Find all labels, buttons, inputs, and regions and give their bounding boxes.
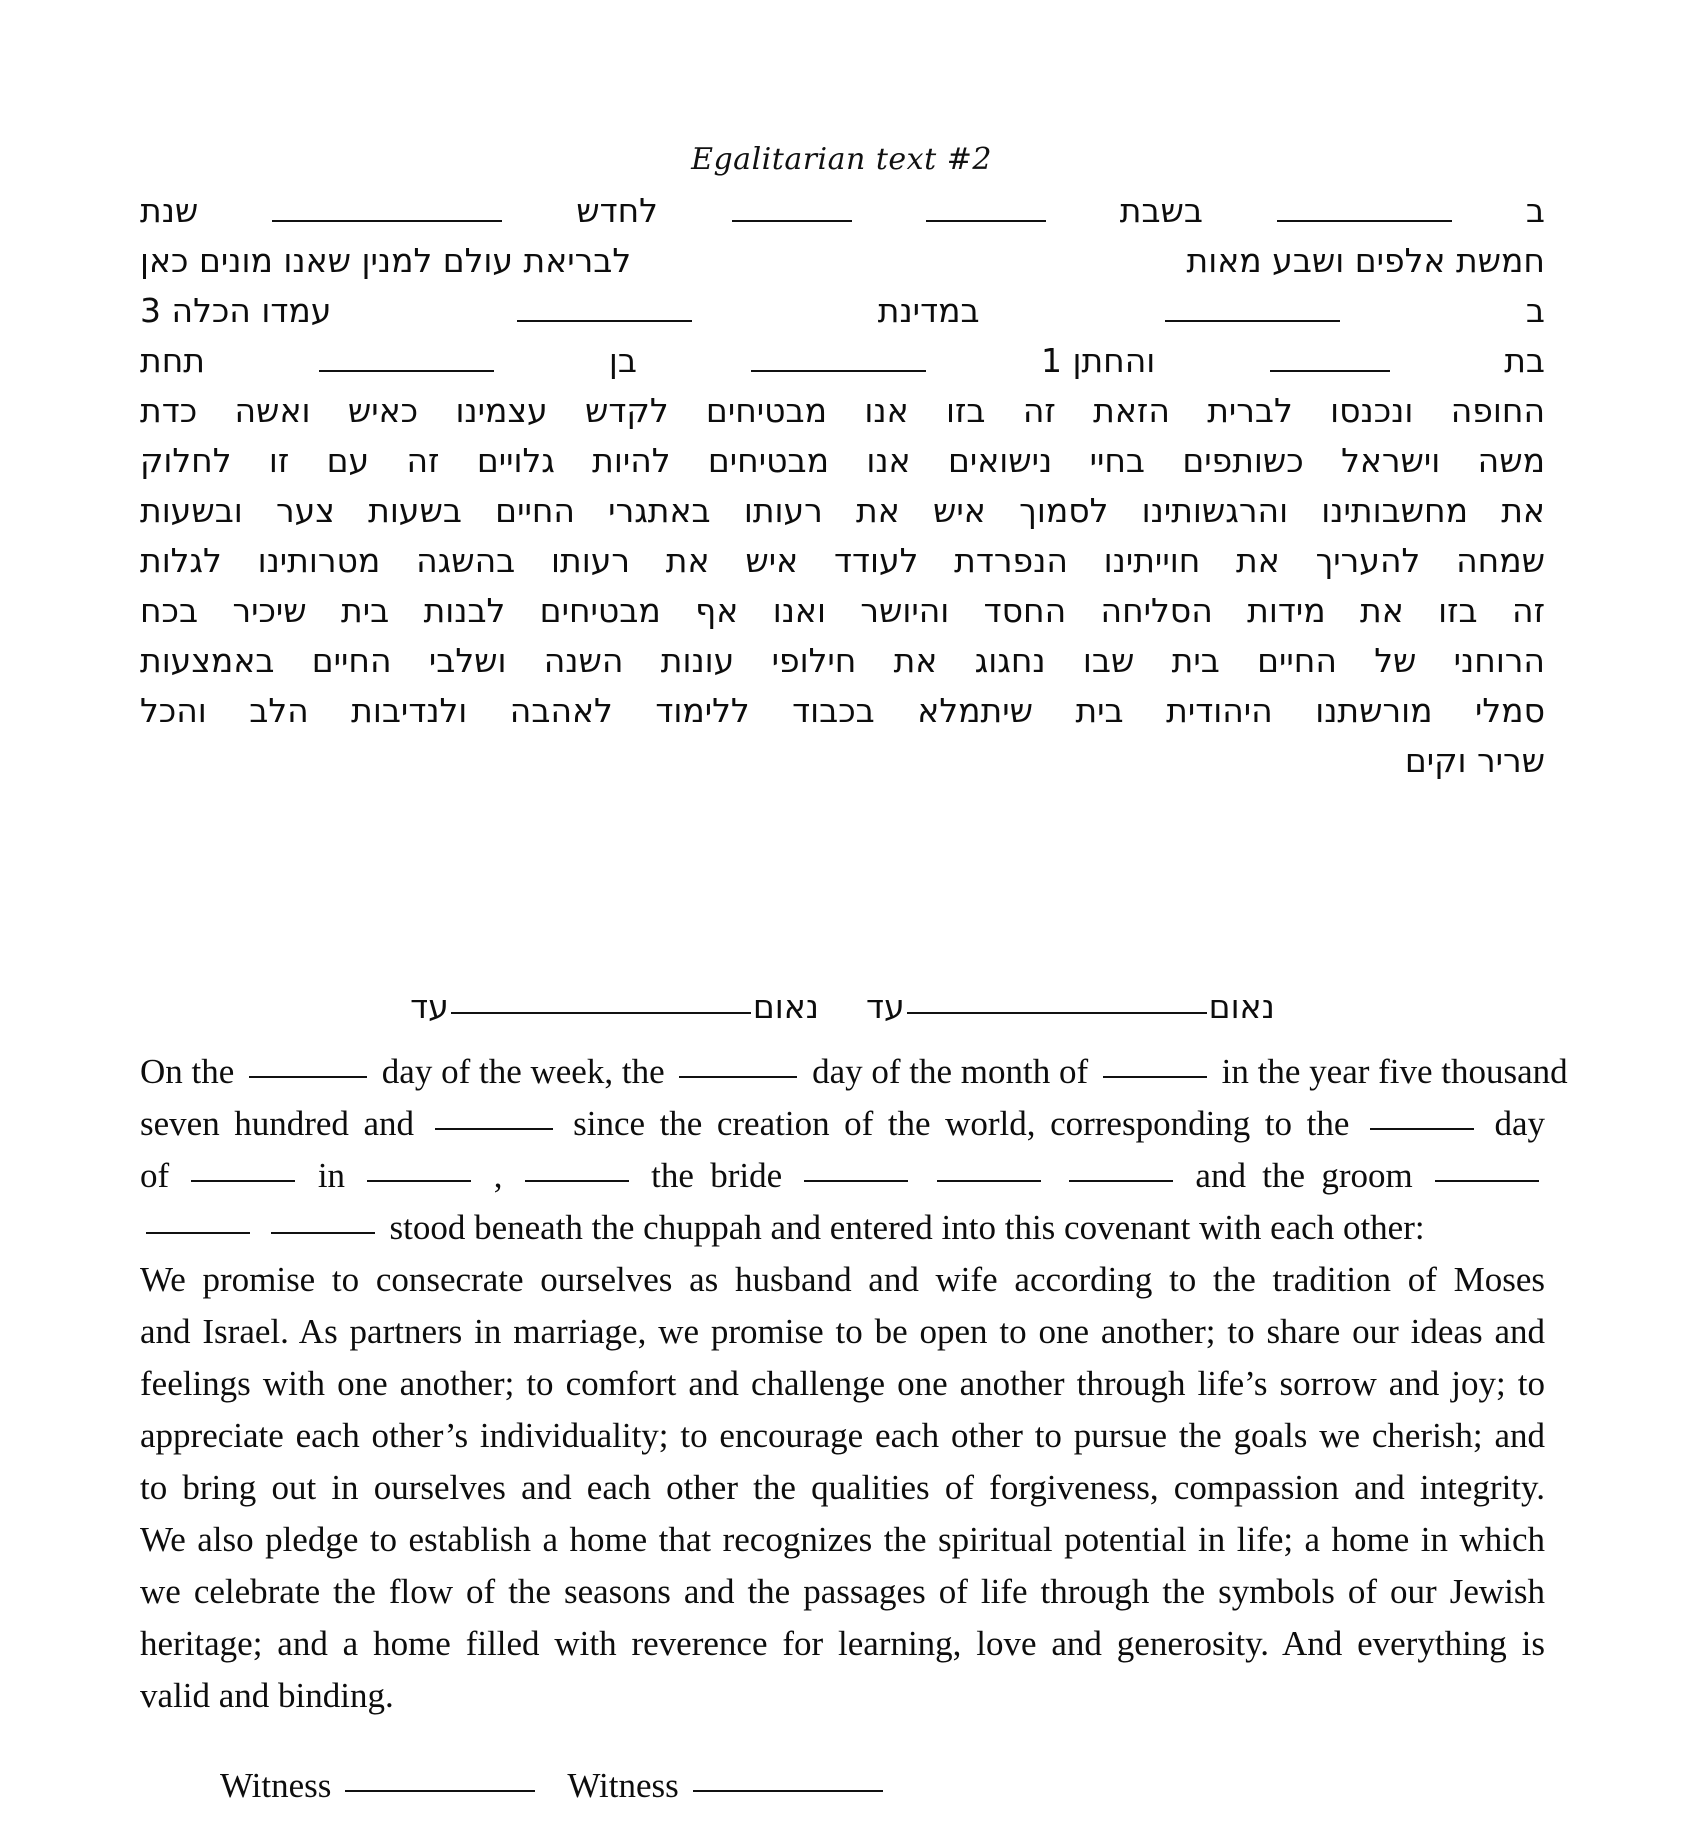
heb-line1-seg-shnat: שנת	[140, 191, 199, 230]
eng-blank-day-of-week[interactable]	[249, 1076, 367, 1078]
hebrew-body-line: שמחה להעריך את חוייתינו הנפרדת לעודד איש את רעותו בהשגה מטרותינו לגלות	[140, 541, 1545, 580]
eng-blank-state[interactable]	[525, 1180, 629, 1182]
heb-witness-2-naum: נאום	[752, 987, 819, 1026]
eng-text: On the	[140, 1052, 235, 1091]
witness-2-signature-blank[interactable]	[693, 1790, 883, 1792]
heb-witness-2-ed: עד	[410, 987, 449, 1026]
eng-text: the bride	[651, 1156, 783, 1195]
eng-text: and the groom	[1195, 1156, 1413, 1195]
scan-corner-artifact	[1635, 1810, 1675, 1822]
hebrew-body-line: משה וישראל כשותפים בחיי נישואים אנו מבטיחים להיות גלויים זה עם זו לחלוק	[140, 441, 1545, 480]
heb-line4-blank-3[interactable]	[319, 370, 494, 372]
heb-line4-seg-ben: בן	[608, 341, 637, 380]
english-body-line: and Israel. As partners in marriage, we promise to be open to one another; to share our ideas and	[140, 1312, 1545, 1351]
hebrew-header-line-1	[140, 186, 1545, 236]
heb-line3-seg-amdu-hakala: עמדו הכלה 3	[140, 291, 332, 330]
eng-text: ,	[493, 1156, 503, 1195]
eng-text: day of the week, the	[381, 1052, 665, 1091]
heb-line1-seg-b: ב	[1525, 191, 1545, 230]
heb-line4-seg-vehechatan: והחתן 1	[1040, 341, 1156, 380]
heb-line1-blank-3[interactable]	[732, 220, 852, 222]
english-body-line: we celebrate the flow of the seasons and the passages of life through the symbols of our Jewish	[140, 1572, 1545, 1611]
eng-text: day of the month of	[812, 1052, 1089, 1091]
eng-text: in	[317, 1156, 346, 1195]
english-fill-line-4	[140, 1202, 1545, 1254]
hebrew-section	[140, 186, 1545, 786]
english-witness-row	[140, 1762, 1545, 1810]
heb-line3-blank-1[interactable]	[1165, 320, 1340, 322]
hebrew-witness-line	[140, 985, 1545, 1029]
heb-line1-blank-4[interactable]	[272, 220, 502, 222]
english-fill-line-3	[140, 1150, 1545, 1202]
english-section	[140, 1046, 1568, 1722]
eng-blank-year[interactable]	[435, 1128, 553, 1130]
page-title: Egalitarian text #2	[691, 142, 992, 177]
heb-line3-seg-bimdinat: במדינת	[877, 291, 980, 330]
eng-text: in the year five thousand	[1221, 1052, 1568, 1091]
hebrew-body-line: את מחשבותינו והרגשותינו לסמוך איש את רעותו באתגרי החיים בשעות צער ובשעות	[140, 491, 1545, 530]
english-body-line: valid and binding.	[140, 1676, 394, 1715]
heb-witness-1-naum: נאום	[1208, 987, 1275, 1026]
english-fill-line-2	[140, 1098, 1545, 1150]
hebrew-body-paragraph	[140, 386, 1545, 786]
heb-line1-blank-1[interactable]	[1277, 220, 1452, 222]
heb-line3-seg-b: ב	[1525, 291, 1545, 330]
eng-text: since the creation of the world, corresponding to the	[573, 1104, 1350, 1143]
eng-text: of	[140, 1156, 170, 1195]
eng-blank-groom-name-1[interactable]	[1435, 1180, 1539, 1182]
english-body-line: heritage; and a home filled with reverence for learning, love and generosity. And everything is	[140, 1624, 1545, 1663]
hebrew-body-line: החופה ונכנסו לברית הזאת זה בזו אנו מבטיחים לקדש עצמינו כאיש ואשה כדת	[140, 391, 1545, 430]
eng-blank-civil-month[interactable]	[191, 1180, 295, 1182]
heb-witness-2-signature-blank[interactable]	[451, 1012, 751, 1014]
heb-line1-seg-lachodesh: לחדש	[576, 191, 658, 230]
heb-line4-seg-bat: בת	[1504, 341, 1545, 380]
english-body-line: feelings with one another; to comfort and challenge one another through life’s sorrow and joy; to	[140, 1364, 1545, 1403]
english-fill-line-1	[140, 1046, 1568, 1098]
eng-text: stood beneath the chuppah and entered into this covenant with each other:	[389, 1208, 1425, 1247]
heb-witness-1-ed: עד	[866, 987, 905, 1026]
english-body-line: We also pledge to establish a home that recognizes the spiritual potential in life; a home in which	[140, 1520, 1545, 1559]
eng-blank-day-of-month[interactable]	[679, 1076, 797, 1078]
heb-line3-blank-2[interactable]	[517, 320, 692, 322]
eng-blank-city[interactable]	[367, 1180, 471, 1182]
heb-line4-seg-tachat: תחת	[140, 341, 205, 380]
eng-blank-groom-name-3[interactable]	[271, 1232, 375, 1234]
heb-line4-blank-2[interactable]	[751, 370, 926, 372]
eng-text: day	[1494, 1104, 1546, 1143]
hebrew-body-line: שריר וקים	[1404, 741, 1545, 780]
hebrew-body-line: סמלי מורשתנו היהודית בית שיתמלא בכבוד ללימוד לאהבה ולנדיבות הלב והכל	[140, 691, 1545, 730]
heb-line1-seg-beshabbat: בשבת	[1119, 191, 1204, 230]
hebrew-header-line-4	[140, 336, 1545, 386]
eng-text: seven hundred and	[140, 1104, 415, 1143]
witness-1-signature-blank[interactable]	[345, 1790, 535, 1792]
heb-line1-blank-2[interactable]	[926, 220, 1046, 222]
heb-line2-seg-left: לבריאת עולם למנין שאנו מונים כאן	[140, 241, 632, 280]
heb-line4-blank-1[interactable]	[1270, 370, 1390, 372]
eng-blank-bride-name-2[interactable]	[937, 1180, 1041, 1182]
english-body-line: appreciate each other’s individuality; to encourage each other to pursue the goals we cherish; and	[140, 1416, 1545, 1455]
heb-line2-seg-right: חמשת אלפים ושבע מאות	[1186, 241, 1545, 280]
english-body-line: We promise to consecrate ourselves as husband and wife according to the tradition of Moses	[140, 1260, 1545, 1299]
hebrew-body-line: זה בזו את מידות הסליחה החסד והיושר ואנו אף מבטיחים לבנות בית שיכיר בכח	[140, 591, 1545, 630]
hebrew-header-line-3	[140, 286, 1545, 336]
eng-blank-bride-name-3[interactable]	[1069, 1180, 1173, 1182]
witness-2-label: Witness	[567, 1766, 679, 1805]
heb-witness-1-signature-blank[interactable]	[907, 1012, 1207, 1014]
eng-blank-civil-day[interactable]	[1370, 1128, 1474, 1130]
eng-blank-groom-name-2[interactable]	[146, 1232, 250, 1234]
english-body-line: to bring out in ourselves and each other the qualities of forgiveness, compassion and integrity.	[140, 1468, 1545, 1507]
eng-blank-bride-name-1[interactable]	[804, 1180, 908, 1182]
hebrew-body-line: הרוחני של החיים בית שבו נחגוג את חילופי עונות השנה ושלבי החיים באמצעות	[140, 641, 1545, 680]
english-body-paragraph	[140, 1254, 1545, 1722]
witness-1-label: Witness	[220, 1766, 332, 1805]
eng-blank-month-name[interactable]	[1103, 1076, 1207, 1078]
hebrew-header-line-2	[140, 236, 1545, 286]
